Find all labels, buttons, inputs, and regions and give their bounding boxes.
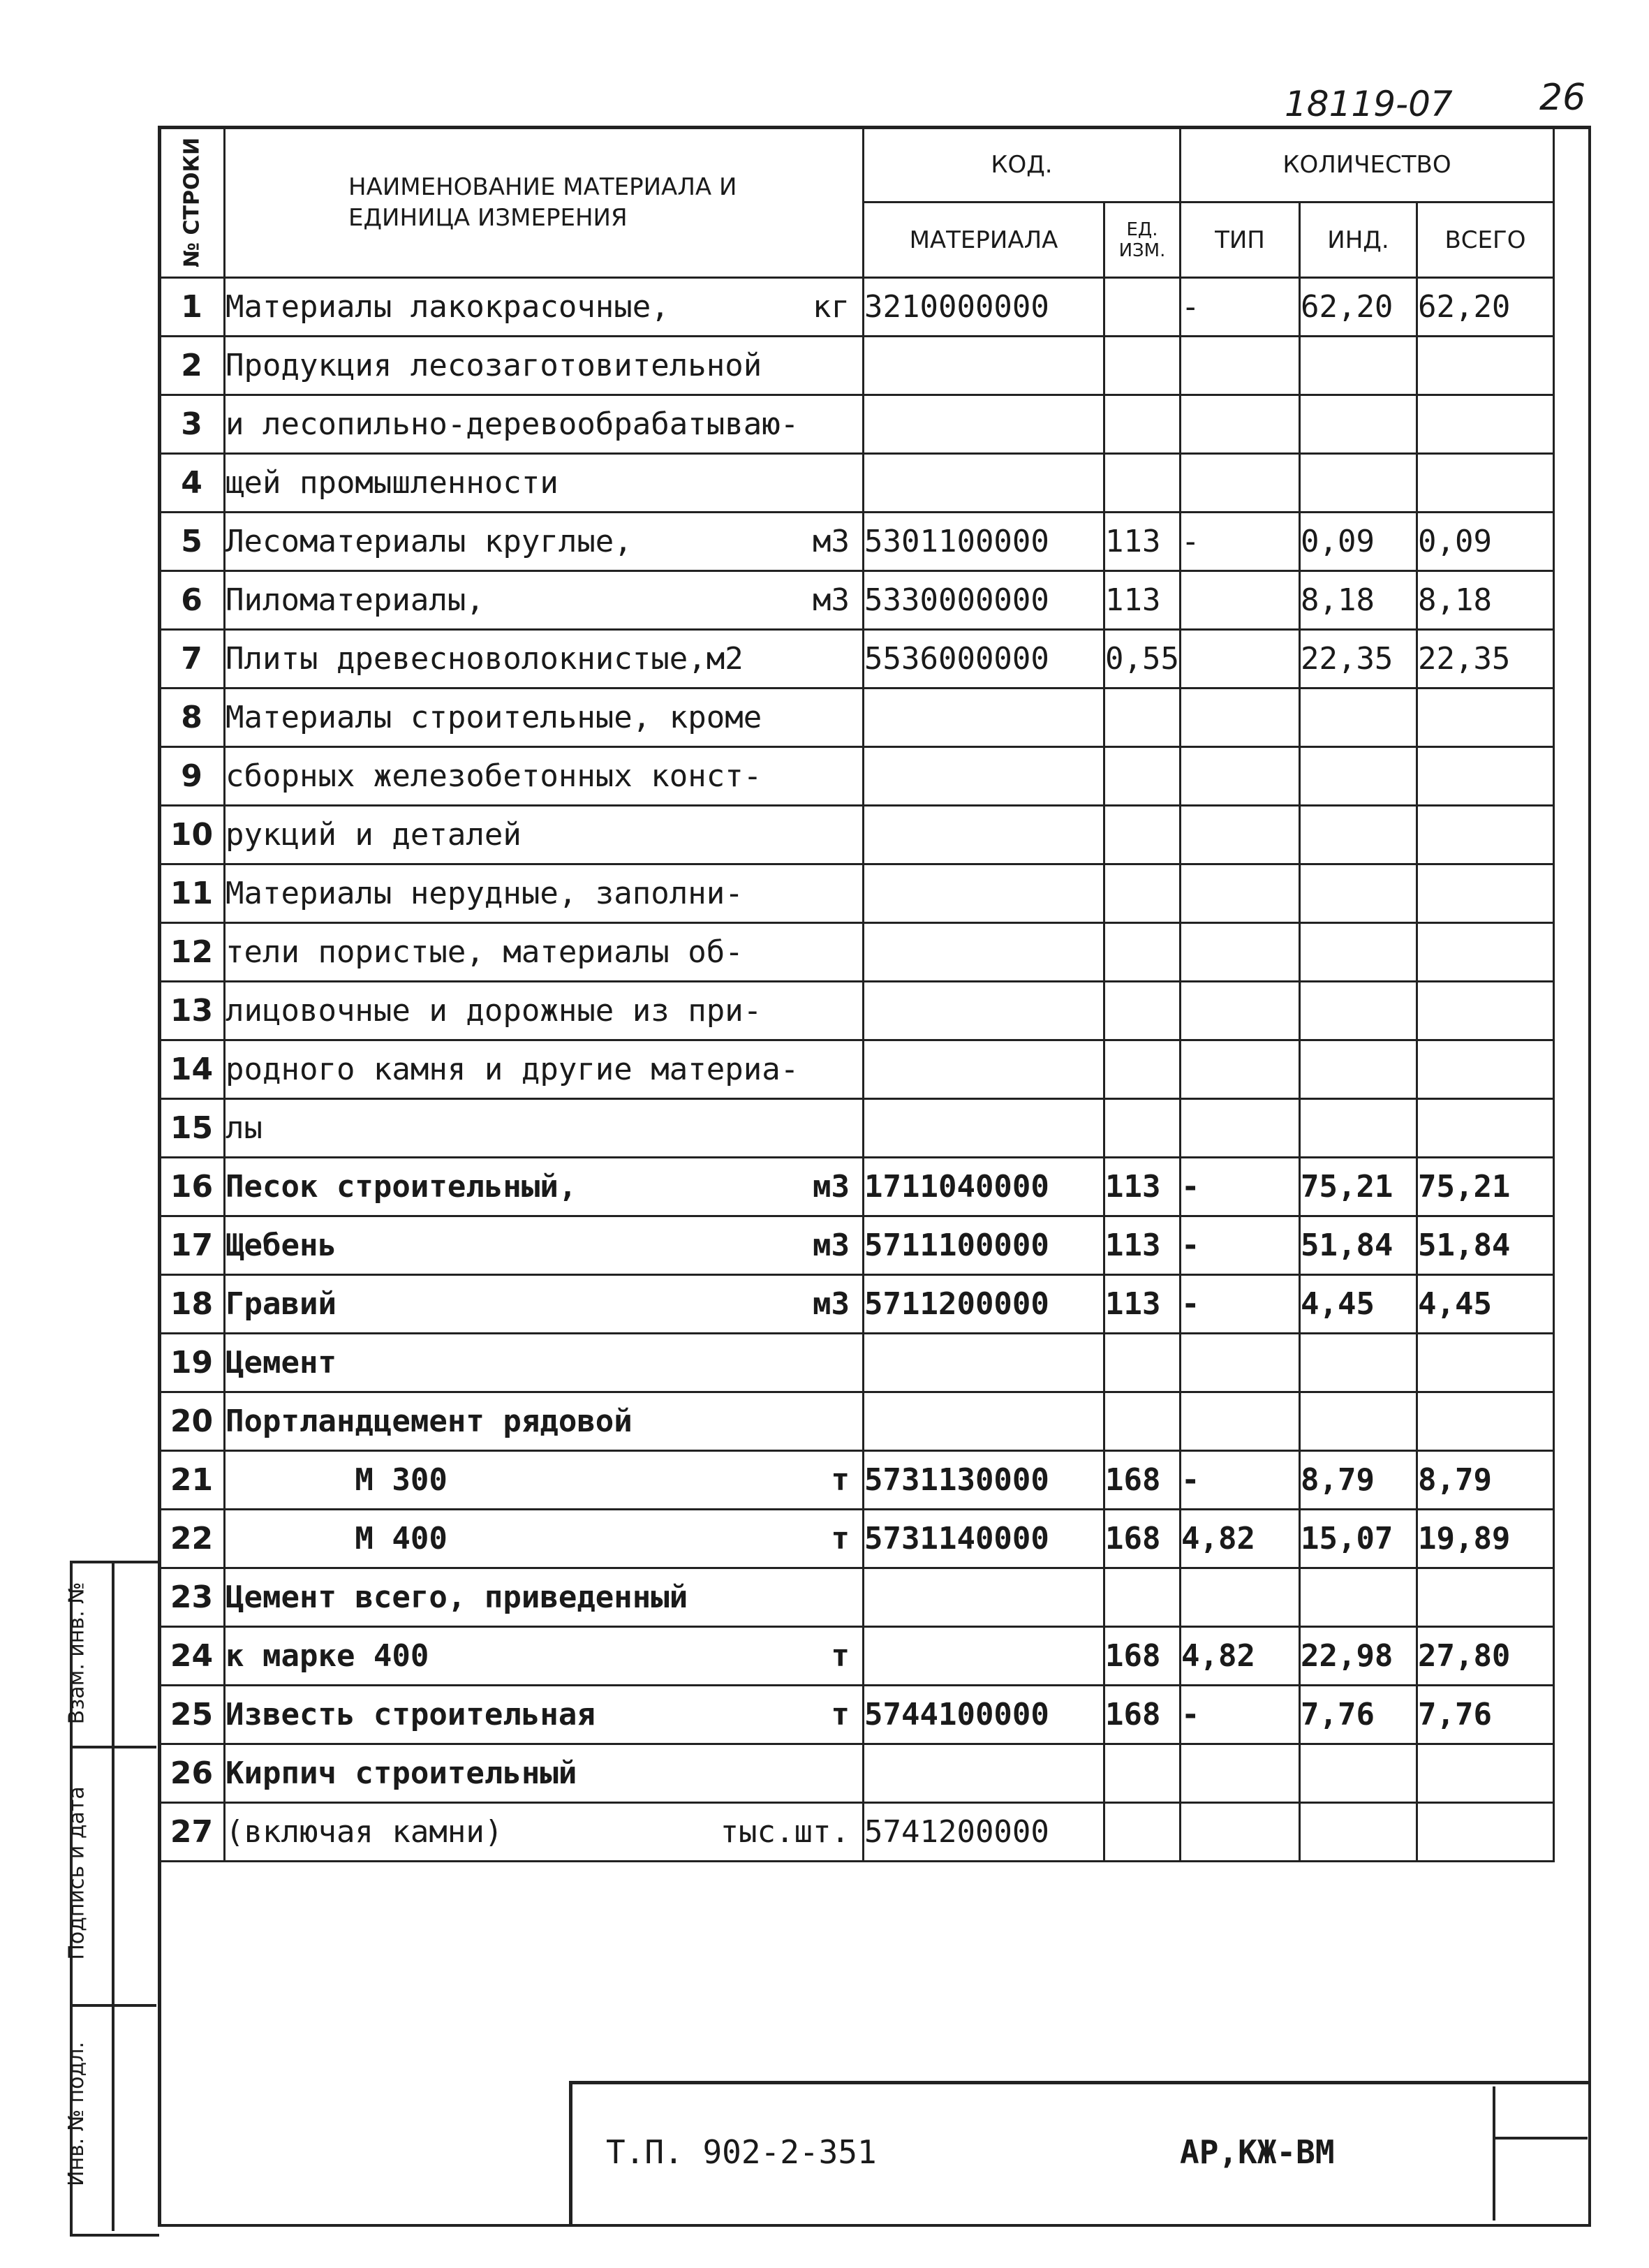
table-row [159, 806, 1554, 864]
table-row [159, 1627, 1554, 1686]
qty-typ [1180, 1803, 1299, 1862]
material-code [864, 864, 1104, 923]
qty-typ [1180, 806, 1299, 864]
row-number: 27 [159, 1803, 225, 1862]
material-code [864, 1568, 1104, 1627]
material-unit: т [831, 1521, 850, 1556]
material-name: щей промышленности [225, 465, 559, 501]
margin-strip-line-1 [70, 1746, 156, 1748]
material-name: Портландцемент рядовой [225, 1404, 633, 1439]
table-row [159, 571, 1554, 630]
material-name-cell [225, 1568, 864, 1627]
qty-typ [1180, 1334, 1299, 1392]
unit-code [1104, 1803, 1181, 1862]
material-code [864, 1744, 1104, 1803]
stamp-tp: Т.П. 902-2-351 [606, 2133, 877, 2171]
material-name: М 400 [225, 1521, 448, 1556]
material-name-cell [225, 864, 864, 923]
unit-code [1104, 982, 1181, 1040]
material-code: 5731130000 [864, 1451, 1104, 1510]
material-name: Песок строительный, [225, 1169, 577, 1205]
table-row [159, 1686, 1554, 1744]
row-number: 5 [159, 513, 225, 571]
table-row [159, 1568, 1554, 1627]
materials-table [158, 126, 1555, 1862]
qty-ind [1299, 923, 1417, 982]
table-row [159, 1275, 1554, 1334]
unit-code: 113 [1104, 1158, 1181, 1216]
material-name-cell [225, 747, 864, 806]
material-name-cell [225, 1451, 864, 1510]
material-unit: м3 [813, 1228, 850, 1263]
material-name: Материалы лакокрасочные, [225, 289, 670, 325]
material-name: Продукция лесозаготовительной [225, 348, 762, 383]
qty-ind [1299, 1744, 1417, 1803]
qty-ind [1299, 1099, 1417, 1158]
material-code [864, 747, 1104, 806]
qty-total [1417, 1334, 1553, 1392]
table-row [159, 278, 1554, 337]
qty-total [1417, 747, 1553, 806]
qty-ind [1299, 1392, 1417, 1451]
table-row [159, 1744, 1554, 1803]
material-name-cell [225, 571, 864, 630]
qty-ind [1299, 1803, 1417, 1862]
material-name-cell [225, 1392, 864, 1451]
qty-ind [1299, 747, 1417, 806]
table-row [159, 630, 1554, 688]
material-unit: м3 [813, 524, 850, 559]
material-name-cell [225, 513, 864, 571]
material-code [864, 806, 1104, 864]
unit-code [1104, 454, 1181, 513]
qty-total: 22,35 [1417, 630, 1553, 688]
qty-ind: 51,84 [1299, 1216, 1417, 1275]
material-name-cell [225, 923, 864, 982]
qty-ind [1299, 688, 1417, 747]
qty-total: 7,76 [1417, 1686, 1553, 1744]
material-name-cell [225, 1510, 864, 1568]
row-number: 24 [159, 1627, 225, 1686]
table-row [159, 337, 1554, 395]
material-code [864, 337, 1104, 395]
qty-typ: - [1180, 1216, 1299, 1275]
material-name: Цемент [225, 1345, 337, 1380]
row-number: 13 [159, 982, 225, 1040]
material-name: и лесопильно-деревообрабатываю- [225, 406, 799, 442]
material-code [864, 1099, 1104, 1158]
material-unit: м3 [813, 582, 850, 618]
unit-code: 168 [1104, 1686, 1181, 1744]
material-name: (включая камни) [225, 1814, 503, 1850]
margin-label-inv: Инв. № подл. [64, 2042, 89, 2186]
unit-code: 113 [1104, 1216, 1181, 1275]
material-unit: т [831, 1462, 850, 1498]
qty-typ [1180, 395, 1299, 454]
row-number: 9 [159, 747, 225, 806]
qty-ind [1299, 337, 1417, 395]
unit-code [1104, 337, 1181, 395]
material-name-cell [225, 688, 864, 747]
material-name-cell [225, 278, 864, 337]
qty-ind: 0,09 [1299, 513, 1417, 571]
qty-typ: 4,82 [1180, 1627, 1299, 1686]
qty-typ: - [1180, 1158, 1299, 1216]
header-quantity-group: КОЛИЧЕСТВО [1180, 127, 1553, 202]
table-row [159, 1451, 1554, 1510]
header-code-unit: ЕД. ИЗМ. [1104, 202, 1181, 278]
material-code [864, 395, 1104, 454]
qty-ind: 15,07 [1299, 1510, 1417, 1568]
material-code [864, 688, 1104, 747]
qty-total: 8,18 [1417, 571, 1553, 630]
qty-total [1417, 1040, 1553, 1099]
qty-ind: 62,20 [1299, 278, 1417, 337]
row-number: 14 [159, 1040, 225, 1099]
unit-code [1104, 806, 1181, 864]
stamp-sheet-box [1493, 2086, 1588, 2140]
material-name: Материалы нерудные, заполни- [225, 876, 744, 911]
unit-code: 168 [1104, 1627, 1181, 1686]
row-number: 23 [159, 1568, 225, 1627]
qty-typ: - [1180, 278, 1299, 337]
margin-label-vzam: Взам. инв. № [64, 1582, 89, 1725]
qty-ind [1299, 1334, 1417, 1392]
material-code [864, 1627, 1104, 1686]
material-unit: м3 [813, 1169, 850, 1205]
table-row [159, 864, 1554, 923]
unit-code: 113 [1104, 1275, 1181, 1334]
unit-code [1104, 395, 1181, 454]
row-number: 16 [159, 1158, 225, 1216]
row-number: 8 [159, 688, 225, 747]
qty-typ: - [1180, 1686, 1299, 1744]
material-name: рукций и деталей [225, 817, 522, 853]
unit-code [1104, 1568, 1181, 1627]
material-unit: кг [813, 289, 850, 325]
qty-typ: - [1180, 1451, 1299, 1510]
qty-typ [1180, 747, 1299, 806]
material-name-cell [225, 1334, 864, 1392]
row-number: 17 [159, 1216, 225, 1275]
material-code [864, 1392, 1104, 1451]
table-row [159, 513, 1554, 571]
table-row [159, 747, 1554, 806]
material-code: 1711040000 [864, 1158, 1104, 1216]
qty-typ [1180, 923, 1299, 982]
unit-code [1104, 1334, 1181, 1392]
row-number: 21 [159, 1451, 225, 1510]
margin-strip-line-2 [70, 2004, 156, 2007]
qty-typ [1180, 1744, 1299, 1803]
qty-typ [1180, 1040, 1299, 1099]
material-name-cell [225, 1216, 864, 1275]
qty-typ [1180, 1099, 1299, 1158]
qty-ind: 8,18 [1299, 571, 1417, 630]
table-row [159, 1216, 1554, 1275]
row-number: 3 [159, 395, 225, 454]
table-row [159, 1510, 1554, 1568]
row-number: 6 [159, 571, 225, 630]
material-name-cell [225, 1040, 864, 1099]
qty-ind: 8,79 [1299, 1451, 1417, 1510]
material-unit: т [831, 1638, 850, 1674]
row-number: 26 [159, 1744, 225, 1803]
row-number: 12 [159, 923, 225, 982]
header-code-group: КОД. [864, 127, 1181, 202]
unit-code [1104, 1392, 1181, 1451]
qty-total [1417, 1803, 1553, 1862]
unit-code [1104, 923, 1181, 982]
table-row [159, 982, 1554, 1040]
qty-total: 27,80 [1417, 1627, 1553, 1686]
row-number: 7 [159, 630, 225, 688]
qty-ind [1299, 1568, 1417, 1627]
page-number: 26 [1539, 77, 1586, 119]
handwritten-reference: 18119-07 [1285, 84, 1453, 124]
material-name: сборных железобетонных конст- [225, 758, 762, 794]
qty-ind: 75,21 [1299, 1158, 1417, 1216]
material-name: Материалы строительные, кроме [225, 700, 762, 735]
qty-total: 51,84 [1417, 1216, 1553, 1275]
material-name-cell [225, 454, 864, 513]
material-code: 3210000000 [864, 278, 1104, 337]
material-code: 5330000000 [864, 571, 1104, 630]
row-number: 1 [159, 278, 225, 337]
unit-code [1104, 747, 1181, 806]
table-row [159, 1803, 1554, 1862]
qty-total [1417, 1099, 1553, 1158]
header-qty-total: ВСЕГО [1417, 202, 1553, 278]
qty-typ [1180, 688, 1299, 747]
qty-typ [1180, 337, 1299, 395]
row-number: 19 [159, 1334, 225, 1392]
qty-total [1417, 454, 1553, 513]
row-number: 25 [159, 1686, 225, 1744]
material-unit: м3 [813, 1286, 850, 1322]
header-code-material: МАТЕРИАЛА [864, 202, 1104, 278]
qty-ind: 22,98 [1299, 1627, 1417, 1686]
material-code: 5711100000 [864, 1216, 1104, 1275]
material-name: к марке 400 [225, 1638, 429, 1674]
qty-typ [1180, 630, 1299, 688]
material-name: Цемент всего, приведенный [225, 1580, 688, 1615]
qty-ind [1299, 1040, 1417, 1099]
qty-ind: 4,45 [1299, 1275, 1417, 1334]
material-code: 5536000000 [864, 630, 1104, 688]
unit-code [1104, 1040, 1181, 1099]
table-row [159, 454, 1554, 513]
row-number: 10 [159, 806, 225, 864]
qty-total: 62,20 [1417, 278, 1553, 337]
material-name: М 300 [225, 1462, 448, 1498]
material-code [864, 1040, 1104, 1099]
qty-total: 19,89 [1417, 1510, 1553, 1568]
row-number: 15 [159, 1099, 225, 1158]
material-name-cell [225, 1099, 864, 1158]
material-name: Известь строительная [225, 1697, 596, 1732]
material-code: 5301100000 [864, 513, 1104, 571]
qty-total [1417, 1744, 1553, 1803]
qty-ind [1299, 395, 1417, 454]
material-name: Кирпич строительный [225, 1755, 577, 1791]
material-name: Пиломатериалы, [225, 582, 485, 618]
material-name-cell [225, 1744, 864, 1803]
material-name: лы [225, 1110, 262, 1146]
row-number: 18 [159, 1275, 225, 1334]
row-number: 4 [159, 454, 225, 513]
qty-typ: - [1180, 1275, 1299, 1334]
qty-typ [1180, 454, 1299, 513]
row-number: 11 [159, 864, 225, 923]
header-qty-typ: ТИП [1180, 202, 1299, 278]
material-name: Щебень [225, 1228, 337, 1263]
qty-total [1417, 806, 1553, 864]
material-code [864, 923, 1104, 982]
qty-ind [1299, 806, 1417, 864]
stamp-code: АР,КЖ-ВМ [1180, 2133, 1335, 2171]
material-name-cell [225, 395, 864, 454]
qty-total: 8,79 [1417, 1451, 1553, 1510]
material-name: Лесоматериалы круглые, [225, 524, 633, 559]
qty-ind: 7,76 [1299, 1686, 1417, 1744]
qty-typ [1180, 864, 1299, 923]
unit-code [1104, 278, 1181, 337]
material-code: 5741200000 [864, 1803, 1104, 1862]
table-row [159, 1334, 1554, 1392]
qty-ind [1299, 864, 1417, 923]
margin-strip-divider [112, 1561, 114, 2231]
row-number: 20 [159, 1392, 225, 1451]
material-name-cell [225, 1158, 864, 1216]
qty-total [1417, 337, 1553, 395]
qty-ind: 22,35 [1299, 630, 1417, 688]
table-row [159, 395, 1554, 454]
qty-typ: 4,82 [1180, 1510, 1299, 1568]
table-row [159, 1392, 1554, 1451]
material-code [864, 1334, 1104, 1392]
qty-total [1417, 864, 1553, 923]
header-qty-ind: ИНД. [1299, 202, 1417, 278]
qty-typ [1180, 1568, 1299, 1627]
material-name-cell [225, 1686, 864, 1744]
material-name-cell [225, 1275, 864, 1334]
material-name: родного камня и другие материа- [225, 1052, 799, 1087]
unit-code [1104, 1744, 1181, 1803]
unit-code: 168 [1104, 1451, 1181, 1510]
row-number: 22 [159, 1510, 225, 1568]
qty-total [1417, 1568, 1553, 1627]
qty-total: 75,21 [1417, 1158, 1553, 1216]
material-code [864, 982, 1104, 1040]
material-name: Плиты древесноволокнистые,м2 [225, 641, 744, 677]
table-row [159, 1040, 1554, 1099]
stamp-sheet-divider [1493, 2137, 1495, 2221]
qty-ind [1299, 454, 1417, 513]
material-name: тели пористые, материалы об- [225, 934, 744, 970]
qty-typ: - [1180, 513, 1299, 571]
material-code: 5711200000 [864, 1275, 1104, 1334]
header-name: НАИМЕНОВАНИЕ МАТЕРИАЛА И ЕДИНИЦА ИЗМЕРЕНИЯ [225, 127, 864, 278]
table-row [159, 1099, 1554, 1158]
material-code: 5731140000 [864, 1510, 1104, 1568]
material-name-cell [225, 806, 864, 864]
qty-total [1417, 923, 1553, 982]
unit-code [1104, 864, 1181, 923]
unit-code [1104, 1099, 1181, 1158]
material-name-cell [225, 1803, 864, 1862]
material-code: 5744100000 [864, 1686, 1104, 1744]
unit-code: 0,55 [1104, 630, 1181, 688]
material-name-cell [225, 982, 864, 1040]
qty-ind [1299, 982, 1417, 1040]
qty-total [1417, 688, 1553, 747]
unit-code [1104, 688, 1181, 747]
row-number: 2 [159, 337, 225, 395]
material-unit: т [831, 1697, 850, 1732]
unit-code: 113 [1104, 571, 1181, 630]
material-code [864, 454, 1104, 513]
qty-total: 0,09 [1417, 513, 1553, 571]
table-row [159, 688, 1554, 747]
material-name: Гравий [225, 1286, 337, 1322]
unit-code: 168 [1104, 1510, 1181, 1568]
header-row-no: № СТРОКИ [159, 127, 225, 278]
material-name-cell [225, 630, 864, 688]
qty-total [1417, 395, 1553, 454]
unit-code: 113 [1104, 513, 1181, 571]
qty-total: 4,45 [1417, 1275, 1553, 1334]
table-row [159, 1158, 1554, 1216]
qty-typ [1180, 571, 1299, 630]
material-unit: тыс.шт. [720, 1814, 850, 1850]
material-name-cell [225, 1627, 864, 1686]
table-row [159, 923, 1554, 982]
qty-total [1417, 1392, 1553, 1451]
material-name: лицовочные и дорожные из при- [225, 993, 762, 1029]
margin-label-podpis: Подпись и дата [64, 1786, 89, 1960]
qty-total [1417, 982, 1553, 1040]
qty-typ [1180, 982, 1299, 1040]
qty-typ [1180, 1392, 1299, 1451]
material-name-cell [225, 337, 864, 395]
